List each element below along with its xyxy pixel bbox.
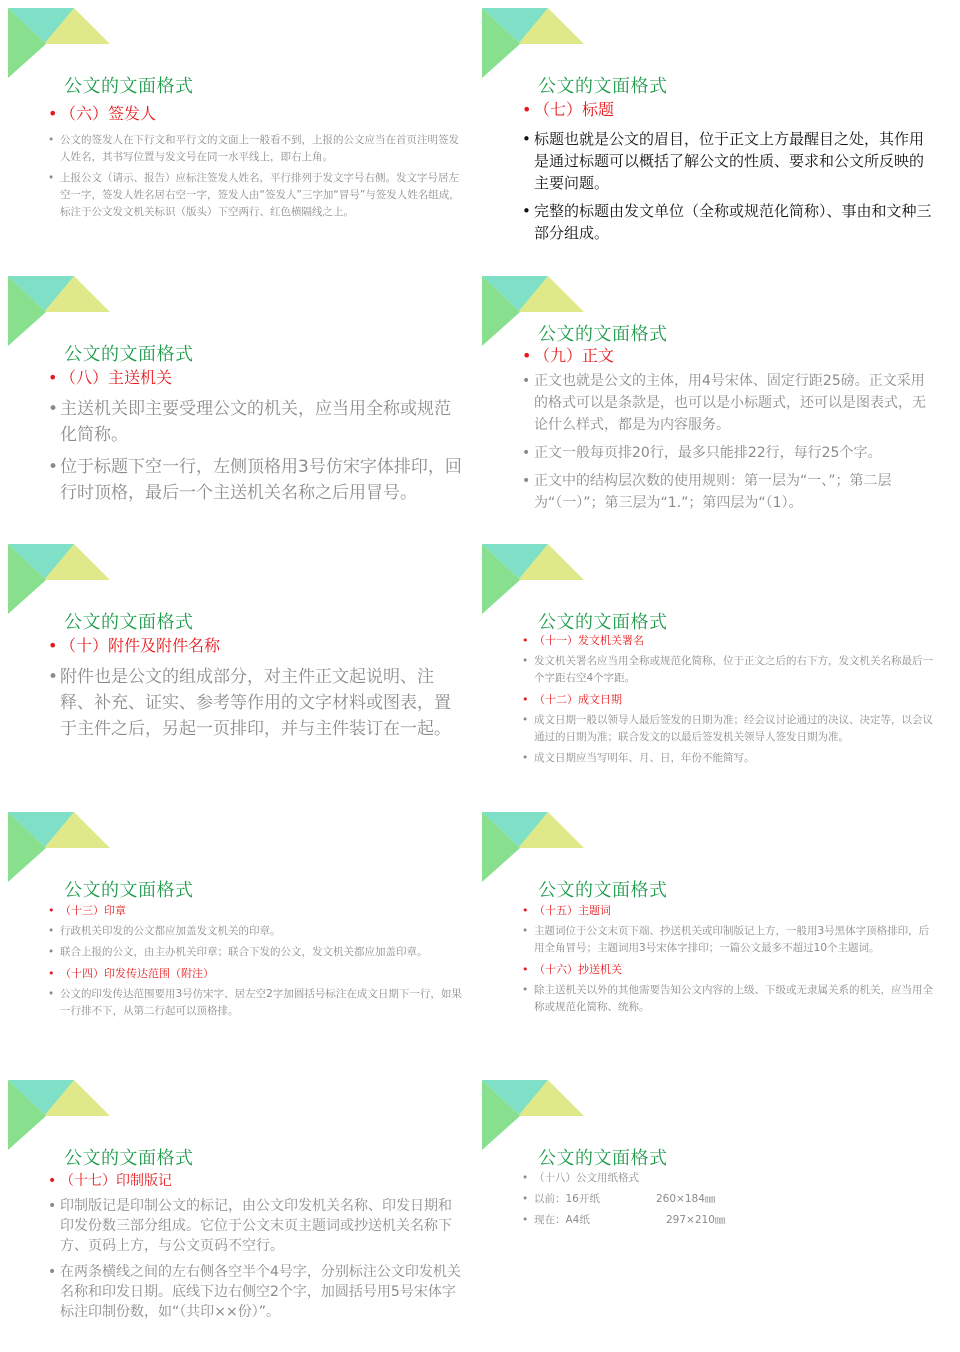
slide-3 xyxy=(8,276,478,536)
bullet-text: • 上报公文（请示、报告）应标注签发人姓名，平行排列于发文字号右侧。发文字号居左空一字，签发人姓名居右空一字，签发人由“签发人”三字加“冒号”与签发人姓名组成，标注于公文发文机关标识（版头）下空两行、红色横隔线之上。 xyxy=(48,170,462,221)
slide-6 xyxy=(482,544,952,804)
bullet-text: • 行政机关印发的公文都应加盖发文机关的印章。 xyxy=(48,923,462,940)
section-heading: • （十二）成文日期 xyxy=(522,691,936,708)
bullet-text: • 除主送机关以外的其他需要告知公文内容的上级、下级或无隶属关系的机关，应当用全称或规范化简称、统称。 xyxy=(522,982,936,1016)
bullet-text: • 成文日期一般以领导人最后签发的日期为准；经会议讨论通过的决议、决定等，以会议通过的日期为准；联合发文的以最后签发机关领导人签发日期为准。 xyxy=(522,712,936,746)
bullet-text: • 发文机关署名应当用全称或规范化简称，位于正文之后的右下方，发文机关名称最后一个字距右空4个字距。 xyxy=(522,653,936,687)
slide-title: 公文的文面格式 xyxy=(538,324,668,345)
slide-title: 公文的文面格式 xyxy=(64,880,194,901)
bullet-text: • 正文一般每页排20行，最多只能排22行，每行25个字。 xyxy=(522,442,936,464)
bullet-text: • 联合上报的公文，由主办机关印章；联合下发的公文，发文机关都应加盖印章。 xyxy=(48,944,462,961)
section-heading: • （七）标题 xyxy=(522,98,936,122)
section-heading: • （十五）主题词 xyxy=(522,902,936,919)
slide-title: 公文的文面格式 xyxy=(538,612,668,633)
slide-9 xyxy=(8,1080,478,1340)
section-heading: • （十七）印制版记 xyxy=(48,1170,462,1192)
section-heading: • （十一）发文机关署名 xyxy=(522,632,936,649)
section-heading: • （十）附件及附件名称 xyxy=(48,634,462,658)
paper-format-label: 现在：A4纸 xyxy=(534,1214,590,1226)
slide-title: 公文的文面格式 xyxy=(538,1148,668,1169)
bullet-text: • 主题词位于公文末页下端、抄送机关或印制版记上方，一般用3号黑体字顶格排印，后用全角冒号；主题词用3号宋体字排印；一篇公文最多不超过10个主题词。 xyxy=(522,923,936,957)
slide-title: 公文的文面格式 xyxy=(64,1148,194,1169)
bullet-text: • 公文的印发传达范围要用3号仿宋字、居左空2字加圆括号标注在成文日期下一行，如果一行排不下，从第二行起可以顶格排。 xyxy=(48,986,462,1020)
slide-title: 公文的文面格式 xyxy=(64,76,194,97)
section-heading: • （十四）印发传达范围（附注） xyxy=(48,965,462,982)
bullet-text: • 主送机关即主要受理公文的机关，应当用全称或规范化简称。 xyxy=(48,396,462,448)
section-heading: • （八）主送机关 xyxy=(48,366,462,390)
slide-8 xyxy=(482,812,952,1072)
bullet-text: • 成文日期应当写明年、月、日，年份不能简写。 xyxy=(522,750,936,767)
bullet-text: • 正文中的结构层次数的使用规则：第一层为“一、”；第二层为“（一）”；第三层为“1.”；第四层为“（1）。 xyxy=(522,470,936,514)
bullet-text: • 正文也就是公文的主体，用4号宋体、固定行距25磅。正文采用的格式可以是条款是，也可以是小标题式，还可以是图表式，无论什么样式，都是为内容服务。 xyxy=(522,370,936,436)
paper-format-value: 297×210㎜ xyxy=(666,1214,726,1226)
section-heading: • （六）签发人 xyxy=(48,102,462,126)
slide-title: 公文的文面格式 xyxy=(64,344,194,365)
slide-7 xyxy=(8,812,478,1072)
slide-1 xyxy=(8,8,478,268)
list-item xyxy=(522,1191,936,1208)
section-heading: • （十三）印章 xyxy=(48,902,462,919)
bullet-text: • 位于标题下空一行，左侧顶格用3号仿宋字体排印，回行时顶格，最后一个主送机关名称之后用冒号。 xyxy=(48,454,462,506)
list-item xyxy=(522,1212,936,1229)
section-heading: • （十六）抄送机关 xyxy=(522,961,936,978)
list-item xyxy=(522,1170,936,1187)
paper-format-value: 260×184㎜ xyxy=(656,1193,716,1205)
bullet-text: • 在两条横线之间的左右侧各空半个4号字，分别标注公文印发机关名称和印发日期。底线下边右侧空2个字，加圆括号用5号宋体字标注印制份数，如“（共印××份）”。 xyxy=(48,1262,462,1322)
section-heading: • （九）正文 xyxy=(522,344,936,368)
bullet-text: • 公文的签发人在下行文和平行文的文面上一般看不到，上报的公文应当在首页注明签发人姓名，其书写位置与发文号在同一水平线上，即右上角。 xyxy=(48,132,462,166)
paper-format-label: 以前：16开纸 xyxy=(534,1193,600,1205)
slide-2 xyxy=(482,8,952,268)
slide-4 xyxy=(482,276,952,536)
slide-10 xyxy=(482,1080,952,1340)
bullet-text: • 附件也是公文的组成部分，对主件正文起说明、注释、补充、证实、参考等作用的文字材料或图表，置于主件之后，另起一页排印，并与主件装订在一起。 xyxy=(48,664,462,742)
bullet-text: • 印制版记是印制公文的标记，由公文印发机关名称、印发日期和印发份数三部分组成。它位于公文末页主题词或抄送机关名称下方、页码上方，与公文页码不空行。 xyxy=(48,1196,462,1256)
slide-title: 公文的文面格式 xyxy=(538,76,668,97)
bullet-text: • 标题也就是公文的眉目，位于正文上方最醒目之处，其作用是通过标题可以概括了解公文的性质、要求和公文所反映的主要问题。 xyxy=(522,128,936,194)
slide-5 xyxy=(8,544,478,804)
bullet-text: • 完整的标题由发文单位（全称或规范化简称）、事由和文种三部分组成。 xyxy=(522,200,936,244)
paper-format-label: （十八）公文用纸格式 xyxy=(534,1172,639,1184)
slide-title: 公文的文面格式 xyxy=(64,612,194,633)
slide-title: 公文的文面格式 xyxy=(538,880,668,901)
